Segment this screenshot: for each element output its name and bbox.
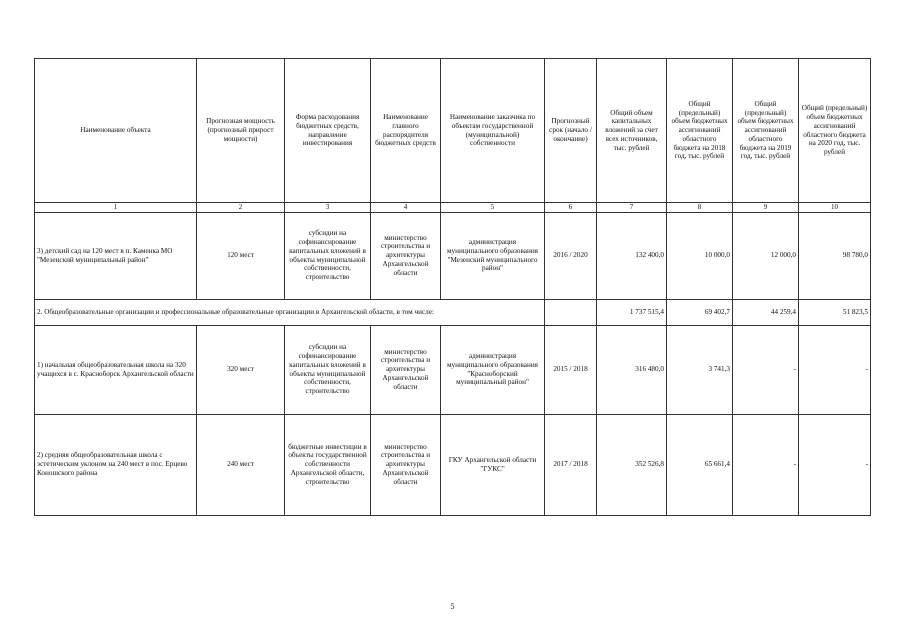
budget-manager-cell: министерство строительства и архитектуры Архангельской области	[371, 325, 441, 414]
budget-manager-cell: министерство строительства и архитектуры Архангельской области	[371, 212, 441, 299]
header-total-investment: Общий объем капитальных вложений за счет всех источников, тыс. рублей	[597, 59, 667, 203]
header-spending-form: Форма расходования бюджетных средств, направление инвестирования	[285, 59, 371, 203]
customer-cell: ГКУ Архангельской области "ГУКС"	[441, 414, 545, 515]
header-object-name: Наименование объекта	[35, 59, 197, 203]
customer-cell: администрация муниципального образования "Красноборский муниципальный район"	[441, 325, 545, 414]
budget-2018-cell: 65 661,4	[667, 414, 733, 515]
budget-2018-cell: 10 000,0	[667, 212, 733, 299]
term-cell: 2017 / 2018	[545, 414, 597, 515]
object-name-cell: 1) начальная общеобразовательная школа на 320 учащихся в с. Красноборск Архангельской области	[35, 325, 197, 414]
capacity-cell: 320 мест	[197, 325, 285, 414]
header-budget-2020: Общий (предельный) объем бюджетных ассигнований областного бюджета на 2020 год, тыс. рублей	[799, 59, 871, 203]
object-name-cell: 3) детский сад на 120 мест в п. Каменка МО "Мезенский муниципальный район"	[35, 212, 197, 299]
term-cell	[545, 299, 597, 325]
header-customer: Наименование заказчика по объектам государственной (муниципальной) собственности	[441, 59, 545, 203]
column-number: 2	[197, 203, 285, 213]
term-cell: 2015 / 2018	[545, 325, 597, 414]
term-cell: 2016 / 2020	[545, 212, 597, 299]
total-investment-cell: 352 526,8	[597, 414, 667, 515]
budget-2019-cell: 12 000,0	[733, 212, 799, 299]
budget-2019-cell: 44 259,4	[733, 299, 799, 325]
budget-manager-cell: министерство строительства и архитектуры Архангельской области	[371, 414, 441, 515]
table-row	[35, 325, 871, 414]
column-number-row	[35, 203, 871, 213]
column-number: 9	[733, 203, 799, 213]
budget-2020-cell: -	[799, 414, 871, 515]
spending-form-cell: субсидии на софинансирование капитальных вложений в объекты муниципальной собственности, строительство	[285, 325, 371, 414]
budget-2020-cell: 51 823,5	[799, 299, 871, 325]
budget-2019-cell: -	[733, 325, 799, 414]
spending-form-cell: бюджетные инвестиции в объекты государственной собственности Архангельской области, строительство	[285, 414, 371, 515]
capacity-cell: 120 мест	[197, 212, 285, 299]
capital-investment-table	[34, 58, 871, 516]
header-budget-2018: Общий (предельный) объем бюджетных ассигнований областного бюджета на 2018 год, тыс. рублей	[667, 59, 733, 203]
header-budget-2019: Общий (предельный) объем бюджетных ассигнований областного бюджета на 2019 год, тыс. рублей	[733, 59, 799, 203]
column-number: 8	[667, 203, 733, 213]
header-capacity: Прогнозная мощность (прогнозный прирост мощности)	[197, 59, 285, 203]
total-investment-cell: 316 480,0	[597, 325, 667, 414]
budget-2020-cell: -	[799, 325, 871, 414]
total-investment-cell: 1 737 515,4	[597, 299, 667, 325]
column-number: 1	[35, 203, 197, 213]
column-number: 7	[597, 203, 667, 213]
header-term: Прогнозный срок (начало / окончание)	[545, 59, 597, 203]
column-number: 10	[799, 203, 871, 213]
customer-cell: администрация муниципального образования "Мезенский муниципального район"	[441, 212, 545, 299]
column-number: 3	[285, 203, 371, 213]
section-row	[35, 299, 871, 325]
object-name-cell: 2) средняя общеобразовательная школа с эстетическим уклоном на 240 мест в пос. Ерцево Коношского района	[35, 414, 197, 515]
capacity-cell: 240 мест	[197, 414, 285, 515]
total-investment-cell: 132 400,0	[597, 212, 667, 299]
budget-2018-cell: 3 741,3	[667, 325, 733, 414]
budget-2020-cell: 98 780,0	[799, 212, 871, 299]
column-number: 4	[371, 203, 441, 213]
header-budget-manager: Наименование главного распорядителя бюджетных средств	[371, 59, 441, 203]
budget-2018-cell: 69 402,7	[667, 299, 733, 325]
section-label: 2. Общеобразовательные организации и профессиональные образовательные организации в Архангельской области, в том числе:	[35, 299, 545, 325]
budget-2019-cell: -	[733, 414, 799, 515]
column-number: 5	[441, 203, 545, 213]
table-header-row	[35, 59, 871, 203]
table-row	[35, 212, 871, 299]
spending-form-cell: субсидии на софинансирование капитальных вложений в объекты муниципальной собственности, строительство	[285, 212, 371, 299]
table-row	[35, 414, 871, 515]
page-number: 5	[450, 602, 455, 611]
column-number: 6	[545, 203, 597, 213]
